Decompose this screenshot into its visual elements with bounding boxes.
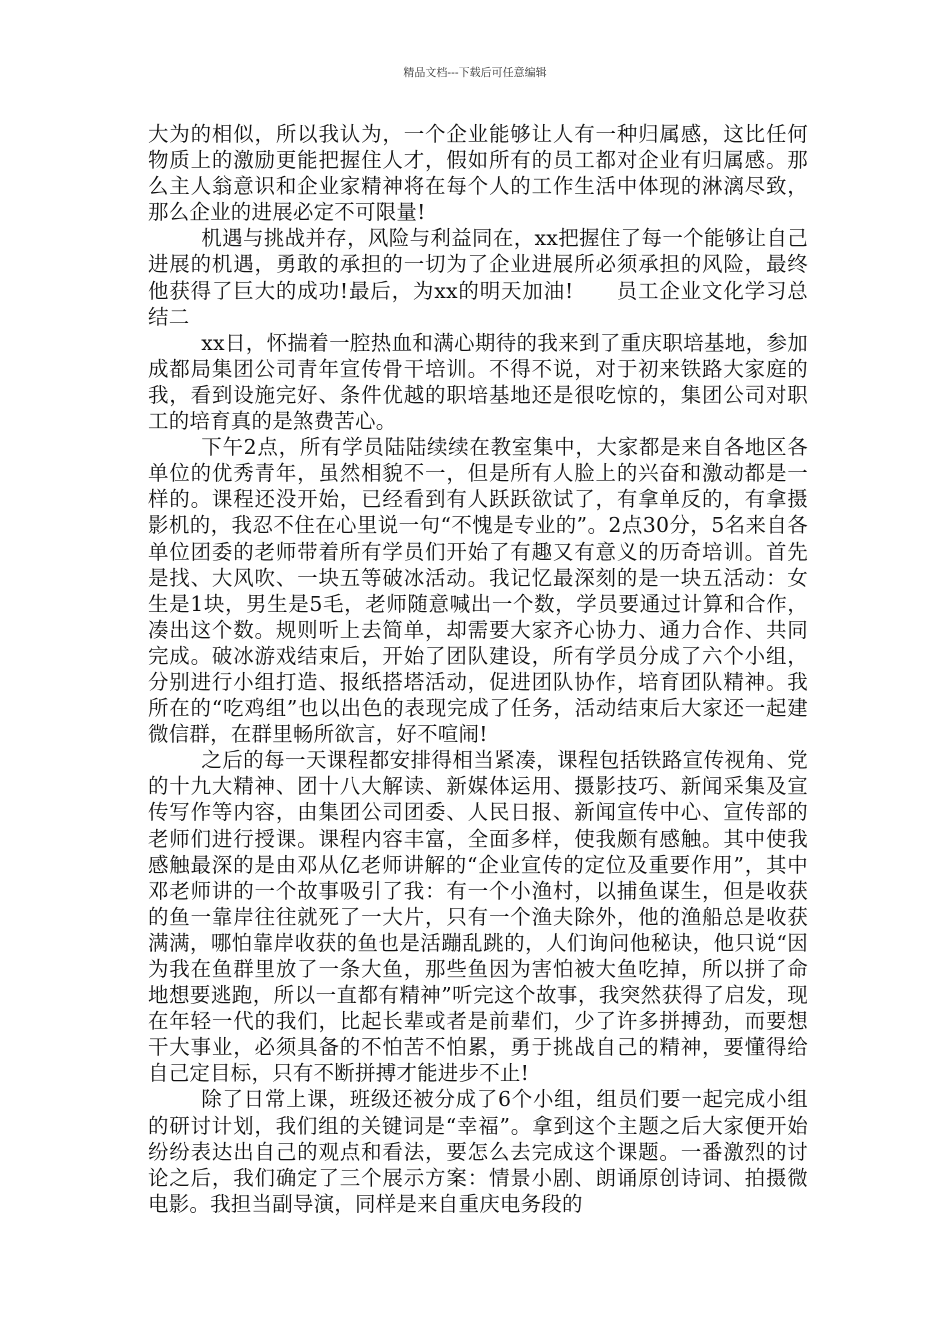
paragraph-6: 除了日常上课，班级还被分成了6个小组，组员们要一起完成小组的研讨计划，我们组的关键词是“幸福”。拿到这个主题之后大家便开始纷纷表达出自己的观点和看法，要怎么去完成这个课题。一番激烈的讨论之后，我们确定了三个展示方案：情景小剧、朗诵原创诗词、拍摄微电影。我担当副导演，同样是来自重庆电务段的 — [148, 1087, 808, 1216]
document-body — [148, 121, 808, 1217]
paragraph-1: 大为的相似，所以我认为，一个企业能够让人有一种归属感，这比任何物质上的激励更能把握住人才，假如所有的员工都对企业有归属感。那么主人翁意识和企业家精神将在每个人的工作生活中体现的淋漓尽致，那么企业的进展必定不可限量! — [148, 122, 808, 225]
page-header: 精品文档---下载后可任意编辑 — [403, 66, 547, 79]
paragraph-4: 下午2点，所有学员陆陆续续在教室集中，大家都是来自各地区各单位的优秀青年，虽然相貌不一，但是所有人脸上的兴奋和激动都是一样的。课程还没开始，已经看到有人跃跃欲试了，有拿单反的，有拿摄影机的，我忍不住在心里说一句“不愧是专业的”。2点30分，5名来自各单位团委的老师带着所有学员们开始了有趣又有意义的历奇培训。首先是找、大风吹、一块五等破冰活动。我记忆最深刻的是一块五活动：女生是1块，男生是5毛，老师随意喊出一个数，学员要通过计算和合作，凑出这个数。规则听上去简单，却需要大家齐心协力、通力合作、共同完成。破冰游戏结束后，开始了团队建设，所有学员分成了六个小组，分别进行小组打造、报纸搭塔活动，促进团队协作，培育团队精神。我所在的“吃鸡组”也以出色的表现完成了任务，活动结束后大家还一起建微信群，在群里畅所欲言，好不喧闹! — [148, 435, 808, 747]
paragraph-2: 机遇与挑战并存，风险与利益同在，xx把握住了每一个能够让自己进展的机遇，勇敢的承担的一切为了企业进展所必须承担的风险，最终他获得了巨大的成功!最后，为xx的明天加油! 员工企业文化学习总结二 — [148, 226, 808, 329]
paragraph-3: xx日，怀揣着一腔热血和满心期待的我来到了重庆职培基地，参加成都局集团公司青年宣传骨干培训。不得不说，对于初来铁路大家庭的我，看到设施完好、条件优越的职培基地还是很吃惊的，集团公司对职工的培育真的是煞费苦心。 — [148, 330, 808, 434]
paragraph-5: 之后的每一天课程都安排得相当紧凑，课程包括铁路宣传视角、党的十九大精神、团十八大解读、新媒体运用、摄影技巧、新闻采集及宣传写作等内容，由集团公司团委、人民日报、新闻宣传中心、宣传部的老师们进行授课。课程内容丰富，全面多样，使我颇有感触。其中使我感触最深的是由邓从亿老师讲解的“企业宣传的定位及重要作用”，其中邓老师讲的一个故事吸引了我：有一个小渔村，以捕鱼谋生，但是收获的鱼一靠岸往往就死了一大片，只有一个渔夫除外，他的渔船总是收获满满，哪怕靠岸收获的鱼也是活蹦乱跳的，人们询问他秘诀，他只说“因为我在鱼群里放了一条大鱼，那些鱼因为害怕被大鱼吃掉，所以拼了命地想要逃跑，所以一直都有精神”听完这个故事，我突然获得了启发，现在年轻一代的我们，比起长辈或者是前辈们，少了许多拼搏劲，而要想干大事业，必须具备的不怕苦不怕累，勇于挑战自己的精神，要懂得给自己定目标，只有不断拼搏才能进步不止! — [148, 748, 808, 1086]
